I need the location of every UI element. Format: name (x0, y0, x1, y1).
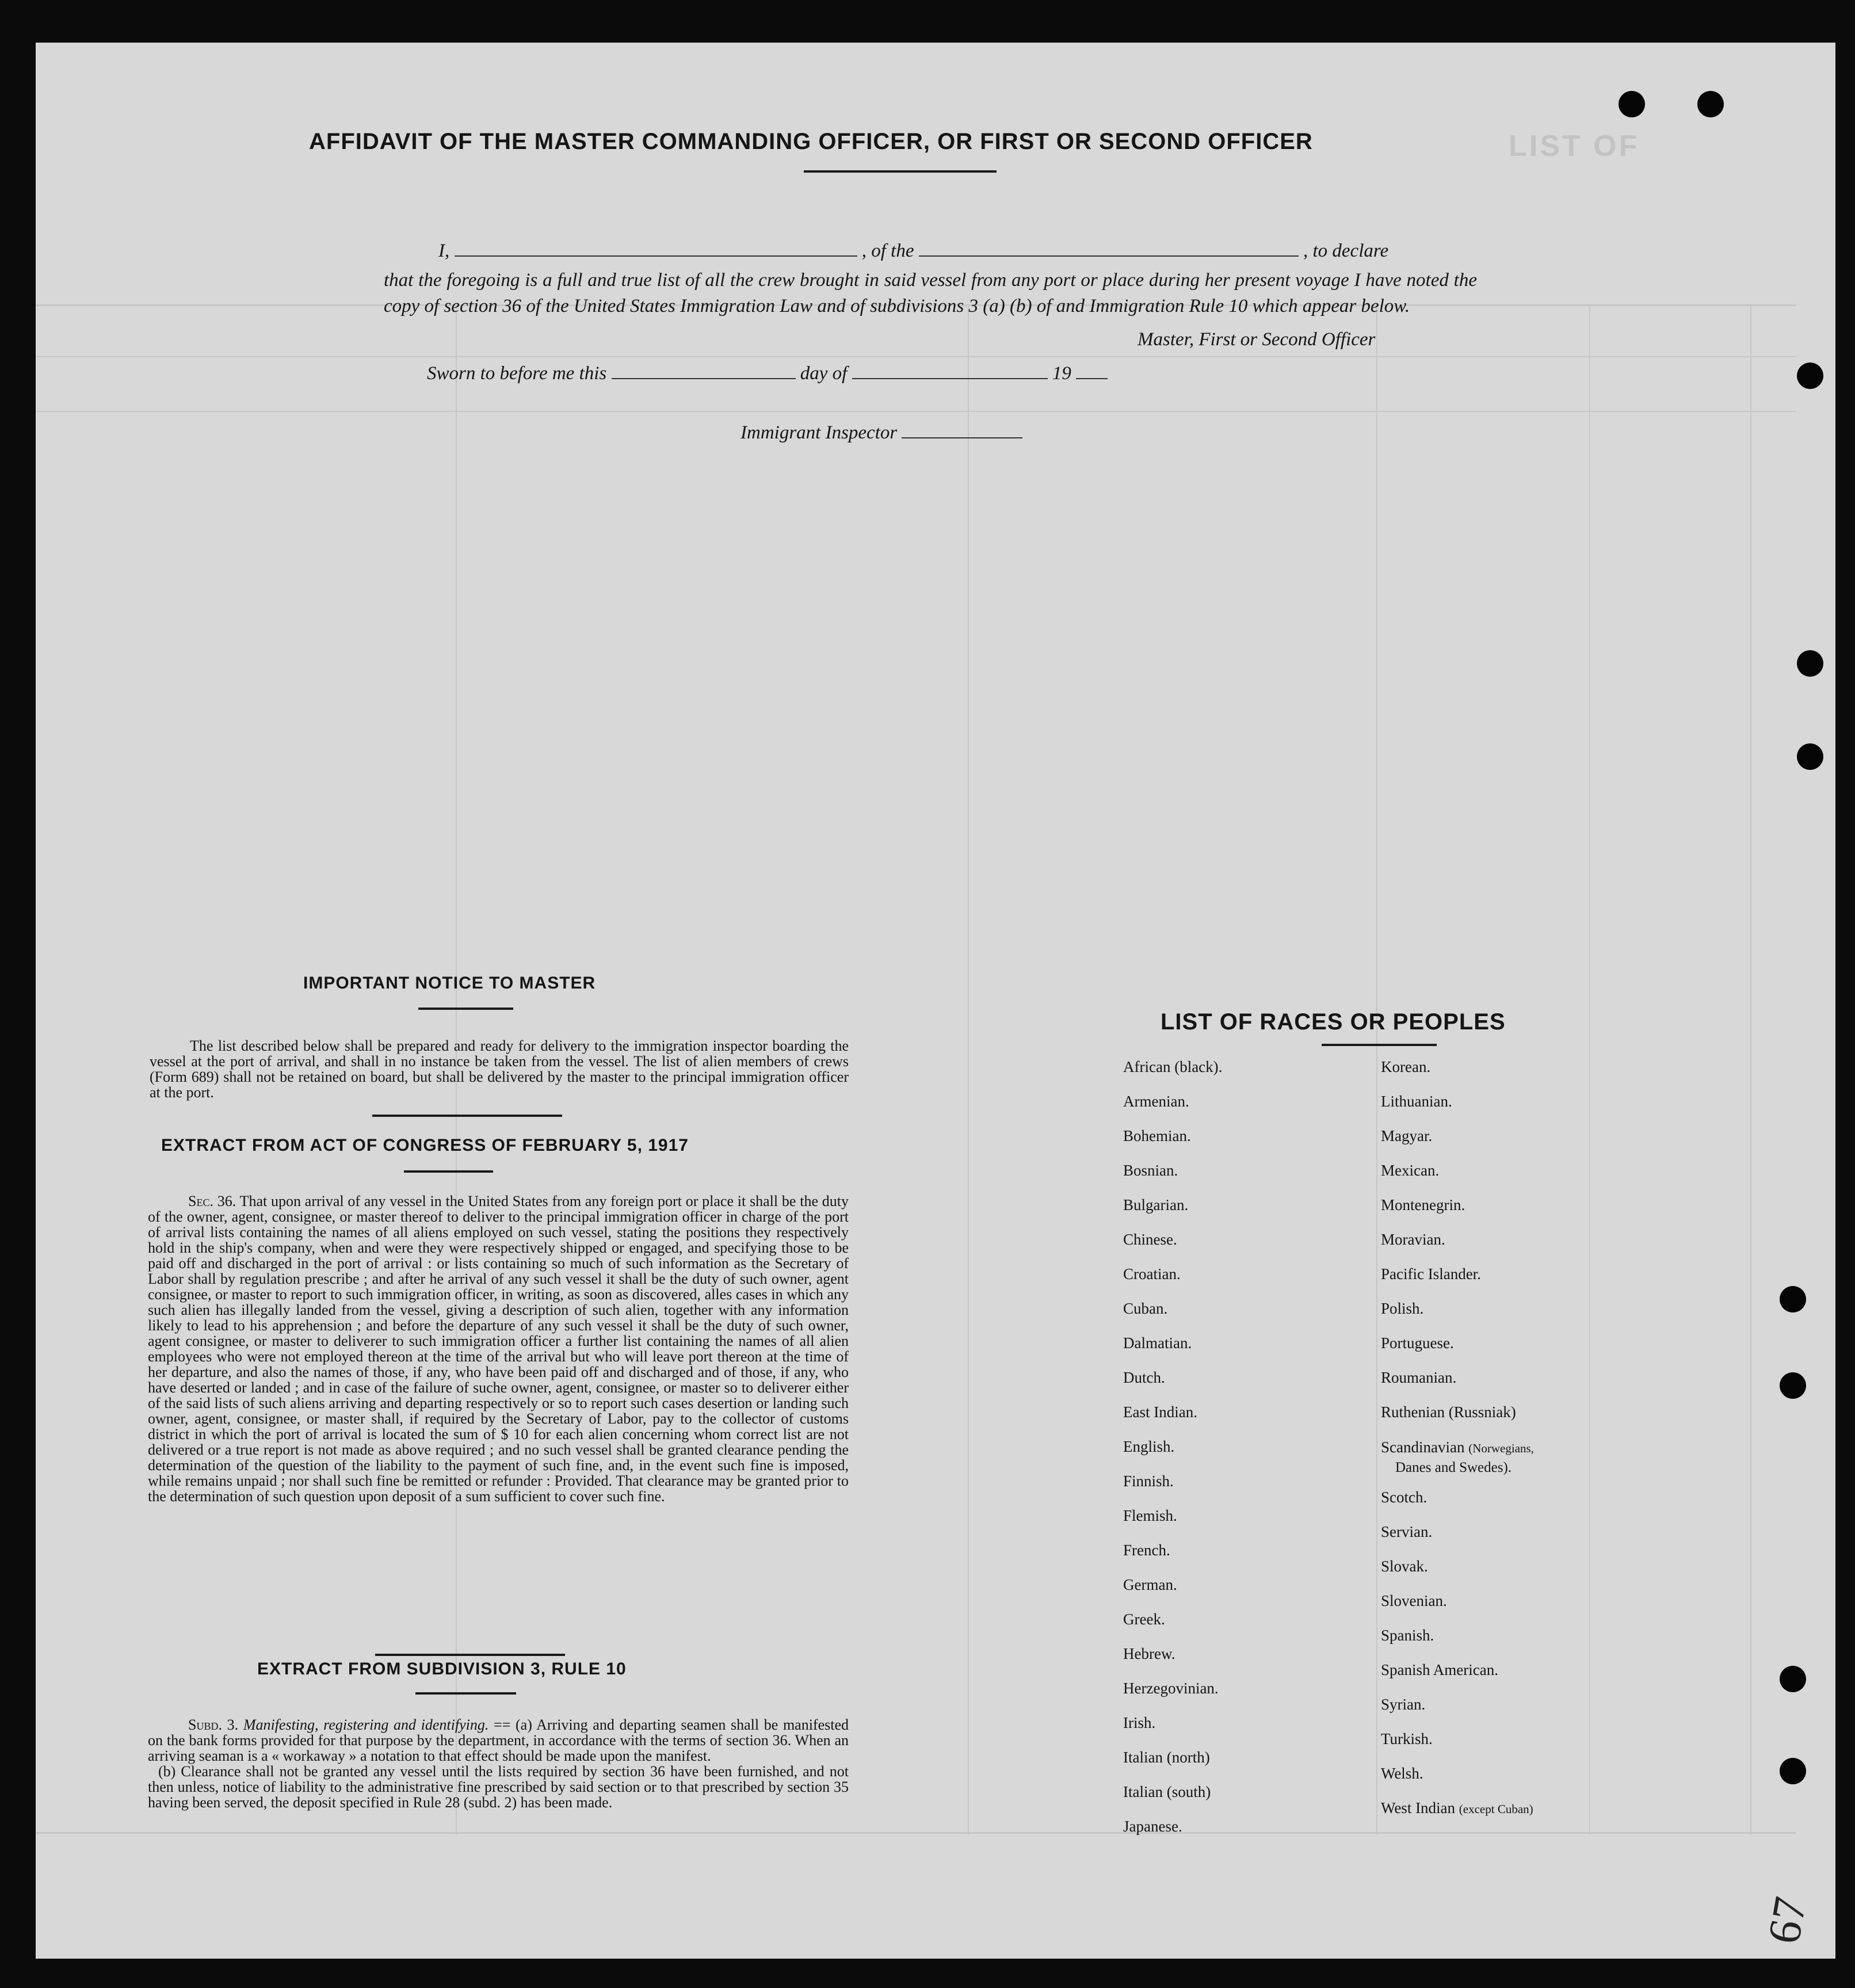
race-item: Lithuanian. (1381, 1093, 1452, 1110)
sworn-month-field[interactable] (852, 378, 1048, 379)
act-section-text: That upon arrival of any vessel in the United States from any foreign port or place it shall be the duty of the owner, agent, consignee, or master thereof to deliver to the principal immigration officer in charge of the port of arrival lists containing the names of all aliens employed on such vessel, stating the positions they respectively hold in the ship's company, when and were they were respectively shipped or engaged, and specifying those to be paid off and discharged in the port of arrival : or lists containing so much of such information as the Secretary of Labor shall by regulation prescribe ; and after he arrival of any such vessel it shall be the duty of such owner, agent consignee, or master to report to such immigration officer, in writing, as soon as discovered, alles cases in which any such alien has illegally landed from the vessel, giving a description of such alien, together with any information likely to lead to his apprehension ; and before the departure of any such vessel it shall be the duty of such owner, agent consignee, or master to deliverer to such immigration officer a further list containing the names of all alien employees who were not employed thereon at the time of the arrival but who will leave port thereon at the time of her departure, and also the names of those, if any, who have been paid off and discharged and of those, if any, who have deserted or landed ; and in case of the failure of suche owner, agent, consignee, or master so to deliverer either of the said lists of such aliens arriving and departing respectively or so to report such cases desertion or landing such owner, agent, consignee, or master shall, if required by the Secretary of Labor, pay to the collector of customs district in which the port of arrival is located the sum of $ 10 for each alien concerning whom correct list are not delivered or a true report is not made as above required ; and no such vessel shall be granted clearance pending the determination of the question of the liability to the payment of such fine, and, in the event such fine is imposed, while remains unpaid ; nor shall such fine be remitted or refunder : Provided. That clearance may be granted prior to the determination of such question upon deposit of a sum sufficient to cover such fine. (148, 1193, 849, 1505)
title-underline (804, 170, 997, 173)
year-label: 19 (1052, 363, 1071, 384)
race-item: Bosnian. (1123, 1162, 1178, 1179)
master-name-field[interactable] (455, 255, 857, 257)
subdivision-underline (415, 1692, 516, 1695)
bleed-through-column (1589, 304, 1590, 1835)
race-item: Turkish. (1381, 1730, 1433, 1747)
race-item-scandinavian: Scandinavian (Norwegians, Danes and Swedes). (1381, 1438, 1534, 1475)
act-section-label: Sec. 36. (188, 1193, 236, 1209)
subdivision-body (148, 1717, 849, 1810)
race-item: African (black). (1123, 1058, 1223, 1075)
page-number-mark: 67 (1758, 1893, 1816, 1948)
section-divider (372, 1115, 562, 1117)
races-left-column (1123, 1058, 1222, 1852)
inspector-signature-field[interactable] (902, 437, 1022, 438)
notice-underline (418, 1008, 513, 1010)
race-item: East Indian. (1123, 1403, 1197, 1421)
race-item: Polish. (1381, 1300, 1424, 1317)
race-item: Hebrew. (1123, 1645, 1175, 1662)
sworn-line (427, 363, 1108, 384)
punch-hole (1780, 1758, 1806, 1784)
bleed-through-text: LIST OF (1509, 129, 1640, 163)
inspector-label: Immigrant Inspector (741, 422, 898, 443)
punch-hole (1619, 91, 1645, 117)
vessel-name-field[interactable] (919, 255, 1299, 257)
race-item: Ruthenian (Russniak) (1381, 1403, 1516, 1421)
race-item: Greek. (1123, 1611, 1165, 1628)
punch-hole (1797, 650, 1823, 677)
race-item: Finnish. (1123, 1472, 1174, 1490)
race-item: German. (1123, 1576, 1177, 1593)
race-item: Syrian. (1381, 1696, 1426, 1713)
of-the-label: , of the (861, 241, 914, 261)
race-item: Pacific Islander. (1381, 1265, 1481, 1283)
subd-para-b: (b) Clearance shall not be granted any vessel until the lists required by section 36 have been furnished, and not then unless, notice of liability to the administrative fine prescribed by said section or to that prescribed by section 35 having been served, the deposit specified in Rule 28 (subd. 2) has been made. (148, 1763, 849, 1811)
race-item: Japanese. (1123, 1818, 1182, 1835)
race-item: French. (1123, 1541, 1170, 1559)
subdivision-title: EXTRACT FROM SUBDIVISION 3, RULE 10 (257, 1659, 627, 1678)
race-item: Irish. (1123, 1714, 1156, 1731)
section-divider (375, 1654, 565, 1656)
race-item: Magyar. (1381, 1127, 1433, 1144)
master-signature-label: Master, First or Second Officer (1138, 329, 1376, 350)
race-item: Dutch. (1123, 1369, 1165, 1386)
race-item: English. (1123, 1438, 1175, 1455)
race-item: Herzegovinian. (1123, 1680, 1219, 1697)
punch-hole (1697, 91, 1724, 117)
day-of-label: day of (800, 363, 848, 384)
race-item: Bulgarian. (1123, 1196, 1189, 1214)
race-item-west-indian: West Indian (except Cuban) (1381, 1799, 1533, 1817)
race-item: Chinese. (1123, 1231, 1177, 1248)
inspector-line (741, 422, 1022, 444)
bleed-through-column (968, 304, 969, 1835)
affidavit-declaration (384, 238, 1494, 319)
form-sheet (36, 43, 1835, 1959)
race-item: Bohemian. (1123, 1127, 1191, 1144)
race-item: Montenegrin. (1381, 1196, 1465, 1214)
race-item: Flemish. (1123, 1507, 1177, 1524)
race-item: Spanish American. (1381, 1661, 1498, 1678)
i-label: I, (438, 241, 450, 261)
bleed-through-column (1750, 304, 1751, 1835)
punch-hole (1780, 1286, 1806, 1312)
race-item: Croatian. (1123, 1265, 1181, 1283)
bleed-through-column (1376, 304, 1377, 1835)
punch-hole (1780, 1372, 1806, 1399)
affidavit-title: AFFIDAVIT OF THE MASTER COMMANDING OFFICER, OR FIRST OR SECOND OFFICER (309, 129, 1313, 154)
sworn-label: Sworn to before me this (427, 363, 607, 384)
race-item: Spanish. (1381, 1627, 1434, 1644)
race-item: Slovenian. (1381, 1592, 1447, 1609)
race-item: Welsh. (1381, 1765, 1423, 1782)
race-item: Korean. (1381, 1058, 1431, 1075)
subd-heading: Manifesting, registering and identifying. (243, 1716, 489, 1733)
subd-para-a: == (a) Arriving and departing seamen shall be manifested on the bank forms provided for that purpose by the department, in accordance with the terms of section 36. When an arriving seaman is a « workaway » a notation to that effect should be made upon the manifest. (148, 1716, 849, 1764)
punch-hole (1797, 743, 1823, 770)
race-item: Scotch. (1381, 1489, 1427, 1506)
race-item: Mexican. (1381, 1162, 1440, 1179)
race-item: Slovak. (1381, 1558, 1428, 1575)
race-item: Cuban. (1123, 1300, 1168, 1317)
races-right-column (1381, 1058, 1534, 1834)
race-item: Dalmatian. (1123, 1334, 1192, 1352)
sworn-year-field[interactable] (1076, 378, 1108, 379)
races-underline (1322, 1044, 1437, 1046)
bleed-through-rule (36, 411, 1796, 412)
race-item: Armenian. (1123, 1093, 1189, 1110)
punch-hole (1780, 1666, 1806, 1692)
act-underline (404, 1170, 493, 1173)
notice-title: IMPORTANT NOTICE TO MASTER (303, 974, 596, 993)
sworn-day-field[interactable] (612, 378, 796, 379)
race-item: Moravian. (1381, 1231, 1445, 1248)
race-item: Roumanian. (1381, 1369, 1457, 1386)
notice-body: The list described below shall be prepared and ready for delivery to the immigration inspector boarding the vessel at the port of arrival, and shall in no instance be taken from the vessel. The list of alien members of crews (Form 689) shall not be retained on board, but shall be delivered by the master to the principal immigration officer at the port. (150, 1037, 849, 1101)
subd-label: Subd. 3. (188, 1716, 239, 1733)
race-item: Italian (south) (1123, 1783, 1211, 1800)
races-title: LIST OF RACES OR PEOPLES (1161, 1009, 1506, 1035)
punch-hole (1797, 363, 1823, 389)
act-body (148, 1193, 849, 1504)
race-item: Servian. (1381, 1523, 1433, 1540)
bleed-through-rule (36, 356, 1796, 357)
act-title: EXTRACT FROM ACT OF CONGRESS OF FEBRUARY 5, 1917 (161, 1136, 689, 1155)
race-item: Italian (north) (1123, 1749, 1210, 1766)
to-declare-label: , to declare (1303, 241, 1389, 261)
declaration-body: that the foregoing is a full and true list of all the crew brought in said vessel from any port or place during her present voyage I have noted the copy of section 36 of the United States Immigration Law and of subdivisions 3 (a) (b) of and Immigration Rule 10 which appear below. (384, 270, 1477, 316)
race-item: Portuguese. (1381, 1334, 1454, 1352)
